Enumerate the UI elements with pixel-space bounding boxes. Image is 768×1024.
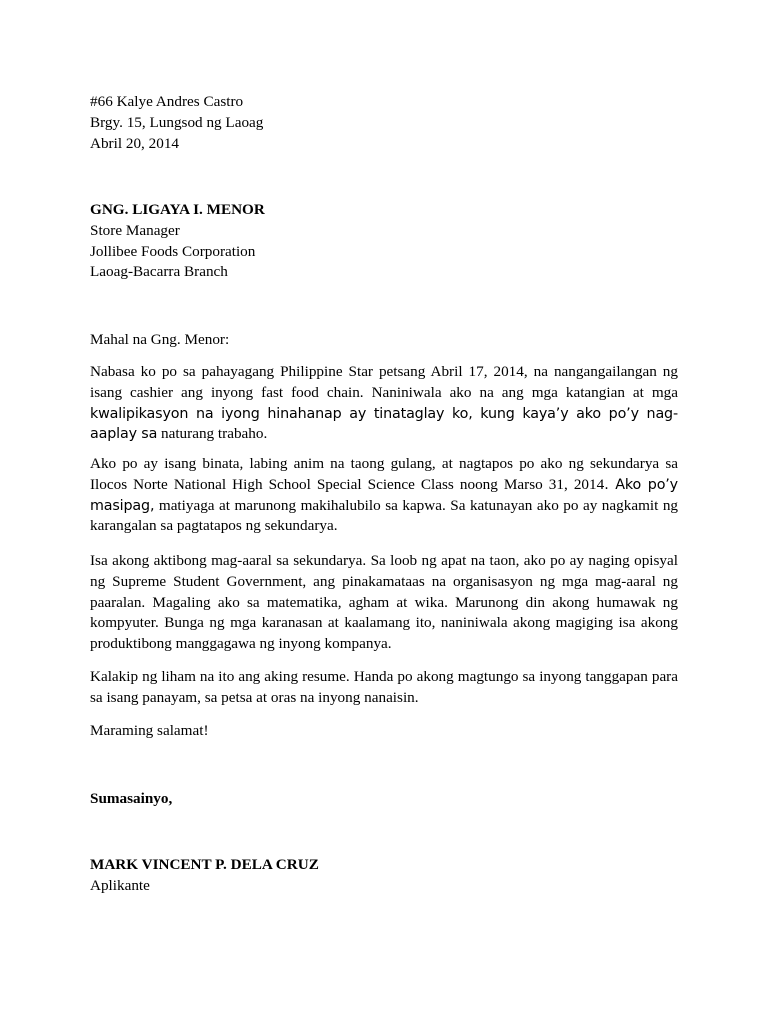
paragraph-2-tail: matiyaga at marunong makihalubilo sa kapwa. Sa katunayan ako po ay nagkamit ng karangalan sa pagtatapos ng sekundarya. — [90, 496, 679, 535]
paragraph-2-text: Ako po ay isang binata, labing anim na taong gulang, at nagtapos po ako ng sekundarya sa Ilocos Norte National High School Special Science Class noong Marso 31, 2014 — [90, 455, 678, 493]
paragraph-3: Isa akong aktibong mag-aaral sa sekundarya. Sa loob ng apat na taon, ako po ay naging opisyal ng Supreme Student Government, ang pinakamataas na organisasyon ng mga mag-aaral ng paaralan. Magaling ako sa matematika, agham at wika. Marunong din akong humawak ng kompyuter. Bunga ng mga karanasan at kaalamang ito, naniniwala akong magiging isa akong produktibong manggagawa ng inyong kompanya. — [90, 552, 678, 653]
signatory-name: MARK VINCENT P. DELA CRUZ — [90, 856, 319, 873]
signatory-role: Aplikante — [90, 876, 150, 894]
letter-date: Abril 20, 2014 — [90, 134, 180, 152]
recipient-company: Jollibee Foods Corporation — [90, 242, 256, 260]
paragraph-4: Kalakip ng liham na ito ang aking resume. Handa po akong magtungo sa inyong tanggapan para sa isang panayam, sa petsa at oras na inyong nanaisin. — [90, 668, 678, 706]
recipient-name: GNG. LIGAYA I. MENOR — [90, 201, 265, 218]
paragraph-1-tail: naturang trabaho. — [161, 425, 268, 443]
recipient-branch: Laoag-Bacarra Branch — [90, 263, 228, 281]
paragraph-1-sans-text: kwalipikasyon na iyong hinahanap ay tinataglay ko, kung kaya’y ako po’y nag-aaplay sa — [90, 405, 678, 443]
recipient-title: Store Manager — [90, 221, 180, 239]
salutation: Mahal na Gng. Menor: — [90, 331, 230, 348]
paragraph-2 — [90, 454, 678, 537]
sender-street: #66 Kalye Andres Castro — [90, 93, 244, 110]
sender-city: Brgy. 15, Lungsod ng Laoag — [90, 113, 264, 131]
closing: Sumasainyo, — [90, 790, 173, 807]
sender-address — [90, 92, 678, 154]
recipient-address — [90, 200, 678, 283]
paragraph-1-text: Nabasa ko po sa pahayagang Philippine Star petsang Abril 17, 2014, na nangangailangan ng isang cashier ang inyong fast food chain. Naniniwala ako na ang mga katangian at mga — [90, 363, 678, 401]
signature-block — [90, 855, 678, 897]
thanks-line: Maraming salamat! — [90, 722, 209, 739]
paragraph-2-sans-text: . Ako po’y masipag, — [90, 476, 678, 514]
paragraph-1 — [90, 362, 678, 445]
